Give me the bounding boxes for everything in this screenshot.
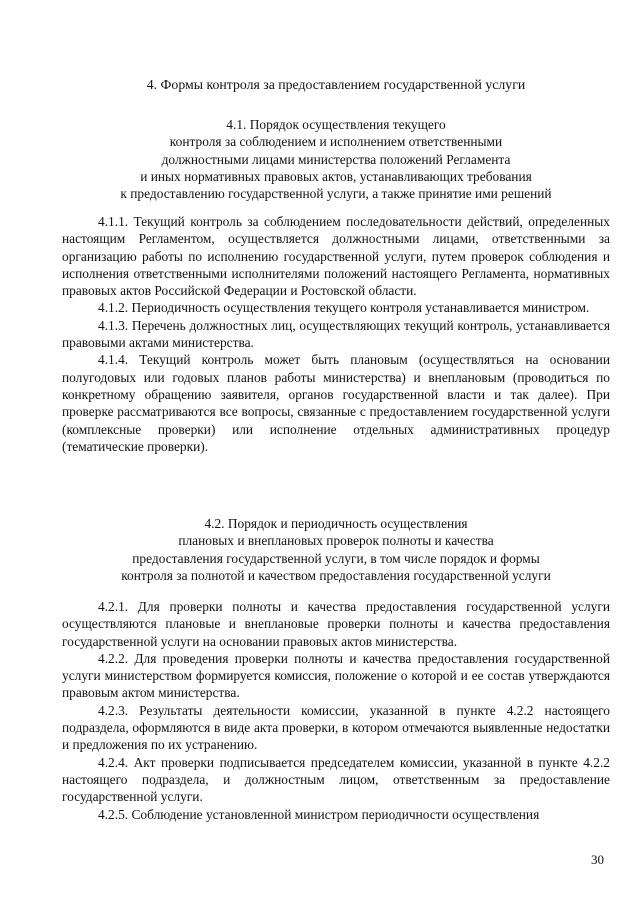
paragraph-4-2-1: 4.2.1. Для проверки полноты и качества предоставления государственной услуги осуществляются плановые и внеплановые проверки полноты и качества предоставления государственной услуги на основании правовых актов министерства.: [62, 599, 610, 649]
paragraph-4-1-2: 4.1.2. Периодичность осуществления текущего контроля устанавливается министром.: [98, 300, 590, 316]
chapter-heading: 4. Формы контроля за предоставлением государственной услуги: [146, 77, 526, 92]
section-4-2-title: [62, 515, 610, 584]
section-4-2-body: [62, 598, 610, 823]
section-title-line: 4.1. Порядок осуществления текущего: [226, 117, 446, 132]
paragraph-4-1-1: 4.1.1. Текущий контроль за соблюдением последовательности действий, определенных настоящим Регламентом, осуществляется должностными лицами, ответственными за организацию работы по исполнению государственной услуги, путем проверок соблюдения и исполнения ответственными исполнителями положений настоящего Регламента, нормативных правовых актов Российской Федерации и Ростовской области.: [62, 214, 610, 299]
section-title-line: и иных нормативных правовых актов, устанавливающих требования: [140, 168, 532, 184]
paragraph-4-1-3: 4.1.3. Перечень должностных лиц, осуществляющих текущий контроль, устанавливается правовыми актами министерства.: [62, 317, 610, 351]
paragraph-4-2-2: 4.2.2. Для проведения проверки полноты и качества предоставления государственной услуги министерством формируется комиссия, положение о которой и ее состав утверждаются правовым актом министерства.: [62, 650, 610, 701]
section-title-line: контроля за полнотой и качеством предоставления государственной услуги: [121, 567, 551, 583]
paragraph-4-1-4: 4.1.4. Текущий контроль может быть плановым (осуществляться на основании полугодовых или годовых планов работы министерства) и внеплановым (проводиться по конкретному обращению заявителя, органов государственной власти и так далее). При проверке рассматриваются все вопросы, связанные с предоставлением государственной услуги (комплексные проверки) или исполнение отдельных административных процедур (тематические проверки).: [62, 352, 610, 454]
page-number: 30: [591, 852, 604, 867]
section-title-line: к предоставлению государственной услуги, а также принятие ими решений: [120, 186, 552, 202]
section-4-1-title: [62, 116, 610, 202]
section-title-line: должностными лицами министерства положений Регламента: [161, 151, 511, 167]
paragraph-4-2-5: 4.2.5. Соблюдение установленной министром периодичности осуществления: [98, 806, 540, 822]
section-title-line: плановых и внеплановых проверок полноты и качества: [178, 533, 494, 549]
paragraph-4-2-3: 4.2.3. Результаты деятельности комиссии, указанной в пункте 4.2.2 настоящего подраздела, оформляются в виде акта проверки, в котором отмечаются выявленные недостатки и предложения по их устранению.: [62, 702, 610, 753]
paragraph-4-2-4: 4.2.4. Акт проверки подписывается председателем комиссии, указанной в пункте 4.2.2 настоящего подраздела, и должностным лицом, ответственным за предоставление государственной услуги.: [62, 754, 610, 805]
section-title-line: контроля за соблюдением и исполнением ответственными: [169, 134, 503, 150]
section-4-1-body: [62, 213, 610, 455]
section-title-line: 4.2. Порядок и периодичность осуществления: [204, 516, 468, 531]
section-title-line: предоставления государственной услуги, в том числе порядок и формы: [132, 550, 540, 566]
